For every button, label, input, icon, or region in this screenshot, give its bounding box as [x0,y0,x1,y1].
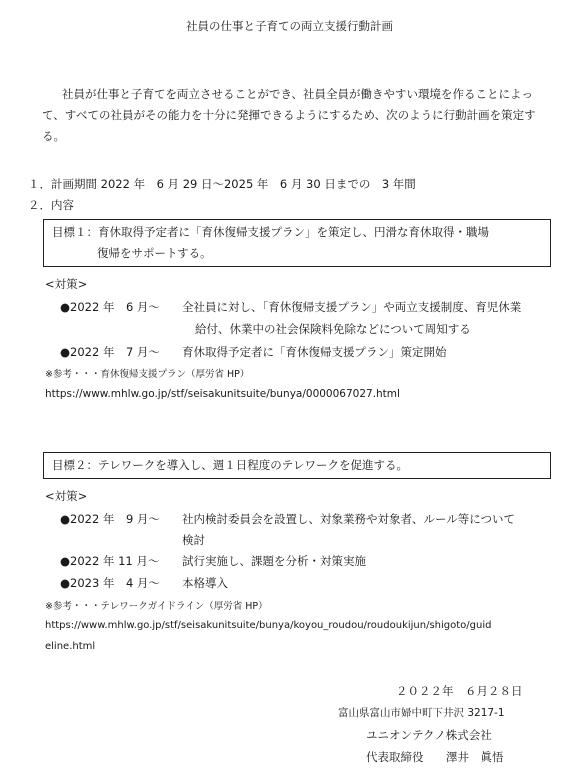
plan-period: １．計画期間 2022 年 6 月 29 日～2025 年 6 月 30 日までの 3 年間 [28,177,416,191]
goal2-measure1-line1: 社内検討委員会を設置し、対象業務や対象者、ルール等について [182,512,516,526]
goal1-text-line2: 復帰をサポートする。 [97,246,212,260]
footer-address: 富山県富山市婦中町下井沢 3217-1 [338,707,505,719]
goal2-measure2-date: ●2022 年 11 月～ [60,554,160,568]
plan-content-heading: ２．内容 [28,198,74,212]
goal2-measure3-text: 本格導入 [182,576,228,590]
goal1-measure2-date: ●2022 年 7 月～ [60,345,160,359]
footer-representative-name: 澤井 眞悟 [446,750,504,764]
goal1-reference: ※参考・・・育休復帰支援プラン（厚労省 HP） [45,369,250,380]
goal1-measures-label: <対策> [45,277,88,291]
goal1-reference-url[interactable]: https://www.mhlw.go.jp/stf/seisakunitsuite/bunya/0000067027.html [45,388,400,400]
goal2-reference-url-line1[interactable]: https://www.mhlw.go.jp/stf/seisakunitsuite/bunya/koyou_roudou/roudoukijun/shigoto/guid [45,620,492,631]
goal2-measure3-date: ●2023 年 4 月～ [60,576,160,590]
goal2-measure1-line2: 検討 [182,533,205,547]
goal1-measure1-date: ●2022 年 6 月～ [60,300,160,314]
goal1-measure1-line2: 給付、休業中の社会保険料免除などについて周知する [195,322,471,336]
footer-date: ２０２２年 ６月２８日 [396,684,523,698]
footer-representative-title: 代表取締役 [366,750,424,764]
goal1-text-line1: 目標１：育休取得予定者に「育休復帰支援プラン」を策定し、円滑な育休取得・職場 [52,225,489,239]
goal2-measures-label: <対策> [45,489,88,503]
goal2-text: 目標２：テレワークを導入し、週１日程度のテレワークを促進する。 [52,458,409,472]
goal2-reference: ※参考・・・テレワークガイドライン（厚労省 HP） [45,601,268,612]
intro-paragraph: 社員が仕事と子育てを両立させることができ、社員全員が働きやすい環境を作ることによって、すべての社員がその能力を十分に発揮できるようにするため、次のように行動計画を策定する。 [42,87,536,143]
goal1-measure1-line1: 全社員に対し、「育休復帰支援プラン」や両立支援制度、育児休業 [182,300,522,314]
goal1-measure2-text: 育休取得予定者に「育休復帰支援プラン」策定開始 [182,345,447,359]
goal2-measure2-text: 試行実施し、課題を分析・対策実施 [182,554,366,568]
document-title: 社員の仕事と子育ての両立支援行動計画 [186,19,393,33]
goal2-measure1-date: ●2022 年 9 月～ [60,512,160,526]
goal2-reference-url-line2[interactable]: eline.html [45,641,96,652]
footer-company: ユニオンテクノ株式会社 [366,728,492,742]
